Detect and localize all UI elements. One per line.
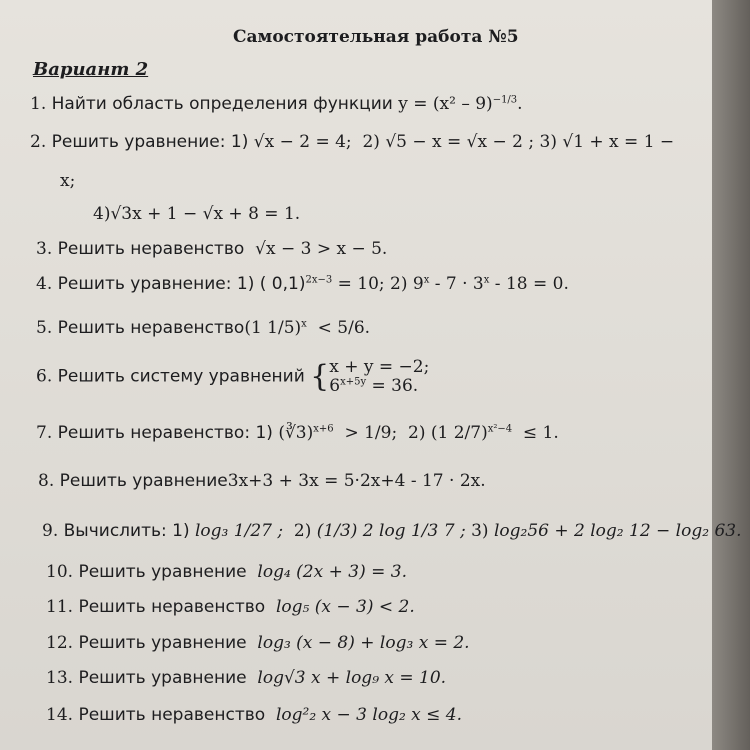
task-expression: 3x+3 + 3x = 5·2x+4 - 17 · 2x. — [227, 471, 486, 491]
task-number: 14. — [46, 705, 74, 725]
part-label-2: 2) — [362, 132, 380, 152]
task-expression: y = (x² – 9) — [398, 94, 493, 114]
task-text: Найти область определения функции — [51, 94, 393, 114]
equation-1: √x − 2 = 4; — [253, 132, 352, 152]
task-number: 2. — [30, 132, 47, 152]
task-text: Решить неравенство — [78, 705, 266, 725]
system-equation-1: x + y = −2; — [329, 357, 430, 377]
task-text: Решить уравнение: 1) — [51, 132, 249, 152]
task-number: 8. — [38, 471, 55, 491]
task-text: Решить уравнение — [78, 562, 247, 582]
inequality-2-tail: ≤ 1. — [522, 423, 559, 443]
system-equation-2: $6^{x+5y} = 36$. — [329, 376, 419, 396]
task-number: 4. — [36, 274, 53, 294]
part-label-2: 2) — [293, 521, 312, 541]
task-number: 9. — [42, 521, 59, 541]
task-text: Решить уравнение: 1) ( 0,1) — [57, 274, 306, 294]
task-8 — [38, 470, 486, 492]
task-expression: (1 1/5) — [244, 318, 302, 338]
exponent-1: x+6 — [313, 423, 334, 435]
exponent-1: 2x−3 — [305, 274, 333, 286]
task-exponent: x — [301, 318, 307, 330]
task-6 — [36, 358, 429, 396]
task-9 — [42, 520, 742, 542]
task-text: Решить неравенство — [57, 239, 245, 259]
task-tail: < 5/6. — [317, 318, 371, 338]
part-label-4: 4) — [93, 204, 111, 224]
task-text: Решить неравенство: 1) — [57, 423, 273, 443]
task-13 — [46, 667, 446, 689]
task-number: 10. — [46, 562, 74, 582]
task-12 — [46, 632, 470, 654]
task-text: Решить неравенство — [78, 597, 266, 617]
task-2-continuation: x; — [60, 171, 76, 191]
task-2-part-4 — [93, 203, 300, 225]
task-number: 11. — [46, 597, 74, 617]
task-10 — [46, 561, 407, 583]
exponent-2: x²−4 — [487, 423, 513, 435]
task-number: 12. — [46, 633, 74, 653]
part-label-3: 3) — [539, 132, 557, 152]
task-tail-1: = 10; 2) 9 — [337, 274, 424, 294]
equation-3: √1 + x = 1 − — [562, 132, 675, 152]
expression-3: log₂56 + 2 log₂ 12 − log₂ 63. — [493, 521, 742, 541]
inequality-2: (1 2/7) — [430, 423, 488, 443]
task-number: 13. — [46, 668, 74, 688]
task-exponent: −1/3 — [492, 94, 518, 106]
variant-heading: Вариант 2 — [33, 59, 149, 80]
equation-4: √3x + 1 − √x + 8 = 1. — [110, 204, 301, 224]
task-expression: √x − 3 > x − 5. — [255, 239, 388, 259]
task-tail-2: - 7 · 3 — [434, 274, 484, 294]
task-tail: . — [517, 94, 523, 114]
task-text: Решить систему уравнений — [57, 366, 305, 387]
task-7 — [36, 422, 559, 444]
task-expression: log₅ (x − 3) < 2. — [275, 597, 415, 617]
expression-2: (1/3) 2 log 1/3 7 ; — [316, 521, 466, 541]
task-text: Решить уравнение — [59, 471, 228, 491]
equation-2: √5 − x = √x − 2 ; — [385, 132, 535, 152]
expression-1: log₃ 1/27 ; — [195, 521, 284, 541]
task-5 — [36, 317, 370, 339]
task-1 — [30, 93, 523, 115]
task-number: 3. — [36, 239, 53, 259]
equation-system — [329, 358, 429, 396]
part-label-2: 2) — [408, 423, 426, 443]
task-expression: log√3 x + log₉ x = 10. — [257, 668, 447, 688]
task-4: 4. Решить уравнение: 1) ( 0,1)$^{2x-3}$ = 10; 2) $9^x - 7 \cdot 3^x - 18 = 0$. — [36, 274, 569, 294]
task-number: 7. — [36, 423, 53, 443]
task-text: Вычислить: 1) — [63, 521, 190, 541]
task-3 — [36, 238, 387, 260]
part-label-3: 3) — [471, 521, 489, 541]
system-brace: { — [310, 359, 330, 394]
task-number: 5. — [36, 318, 53, 338]
task-14 — [46, 704, 462, 726]
task-text: Решить уравнение — [78, 668, 247, 688]
task-expression: log₄ (2x + 3) = 3. — [257, 562, 407, 582]
task-expression: log₃ (x − 8) + log₃ x = 2. — [257, 633, 470, 653]
task-expression: log²₂ x − 3 log₂ x ≤ 4. — [275, 705, 463, 725]
inequality-1: (∛3) — [278, 423, 314, 443]
task-2 — [30, 131, 674, 153]
task-tail-3: - 18 = 0. — [494, 274, 569, 294]
task-number: 1. — [30, 94, 47, 114]
task-text: Решить уравнение — [78, 633, 247, 653]
task-number: 6. — [36, 366, 53, 387]
page-title: Самостоятельная работа №5 — [233, 27, 519, 47]
task-11 — [46, 596, 415, 618]
task-text: Решить неравенство — [57, 318, 245, 338]
inequality-1-tail: > 1/9; — [344, 423, 398, 443]
background-edge — [712, 0, 750, 750]
